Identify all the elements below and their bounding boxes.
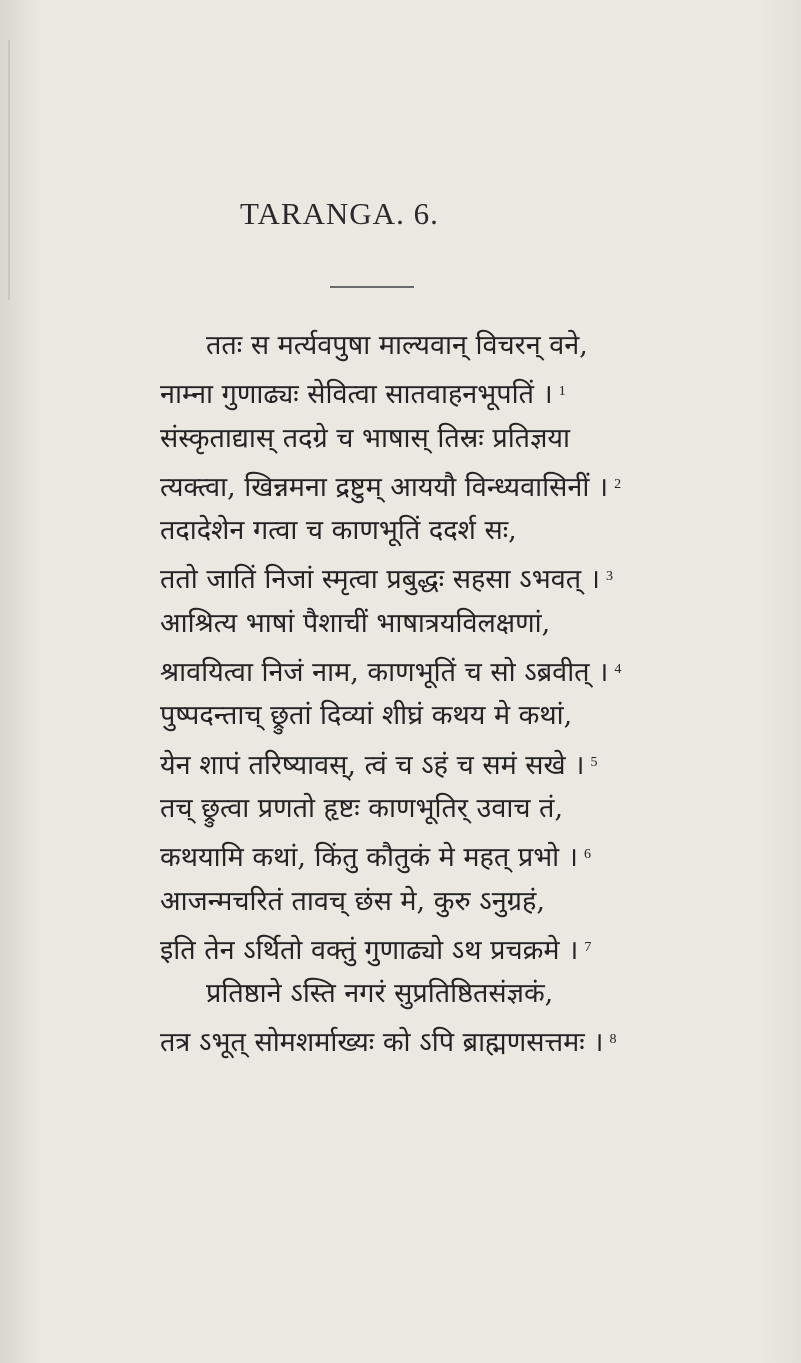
verse-line: त्यक्त्वा, खिन्नमना द्रष्टुम् आययौ विन्ध्यवासिनीं । 2	[160, 462, 790, 508]
head-rule	[330, 286, 414, 288]
verse-line: तत्र ऽभूत् सोमशर्माख्यः को ऽपि ब्राह्मणसत्तमः । 8	[160, 1017, 790, 1063]
verse-number: 2	[614, 476, 622, 492]
verse-number: 7	[584, 939, 592, 955]
verse-line: इति तेन ऽर्थितो वक्तुं गुणाढ्यो ऽथ प्रचक्रमे । 7	[160, 925, 790, 971]
verse-line: प्रतिष्ठाने ऽस्ति नगरं सुप्रतिष्ठितसंज्ञकं,	[206, 978, 554, 1010]
verse-line: येन शापं तरिष्यावस्, त्वं च ऽहं च समं सखे । 5	[160, 740, 790, 786]
verse-line: कथयामि कथां, किंतु कौतुकं मे महत् प्रभो । 6	[160, 832, 790, 878]
verse-number: 5	[590, 754, 598, 770]
running-head: TARANGA. 6.	[240, 196, 439, 231]
verse-line: आजन्मचरितं तावच् छंस मे, कुरु ऽनुग्रहं,	[160, 885, 545, 917]
page-gutter-shadow	[8, 40, 10, 300]
verse-line: नाम्ना गुणाढ्यः सेवित्वा सातवाहनभूपतिं । 1	[160, 369, 790, 415]
verse-line: पुष्पदन्ताच् छ्रुतां दिव्यां शीघ्रं कथय मे कथां,	[160, 700, 573, 732]
verse-number: 1	[558, 384, 566, 400]
verse-line: संस्कृताद्यास् तदग्रे च भाषास् तिस्रः प्रतिज्ञया	[160, 422, 571, 454]
verse-line: आश्रित्य भाषां पैशाचीं भाषात्रयविलक्षणां,	[160, 607, 551, 639]
verse-line: ततो जातिं निजां स्मृत्वा प्रबुद्धः सहसा ऽभवत् । 3	[160, 554, 790, 600]
verse-line: ततः स मर्त्यवपुषा माल्यवान् विचरन् वने,	[206, 330, 588, 361]
verse-number: 6	[584, 847, 591, 863]
verse-number: 3	[605, 569, 613, 585]
verse-line: श्रावयित्वा निजं नाम, काणभूतिं च सो ऽब्रवीत् । 4	[160, 647, 790, 693]
verse-block	[160, 323, 790, 1064]
verse-line: तदादेशेन गत्वा च काणभूतिं ददर्श सः,	[160, 515, 517, 547]
verse-number: 8	[609, 1032, 617, 1048]
verse-number: 4	[614, 662, 622, 678]
verse-line: तच् छ्रुत्वा प्रणतो हृष्टः काणभूतिर् उवाच तं,	[160, 792, 564, 824]
